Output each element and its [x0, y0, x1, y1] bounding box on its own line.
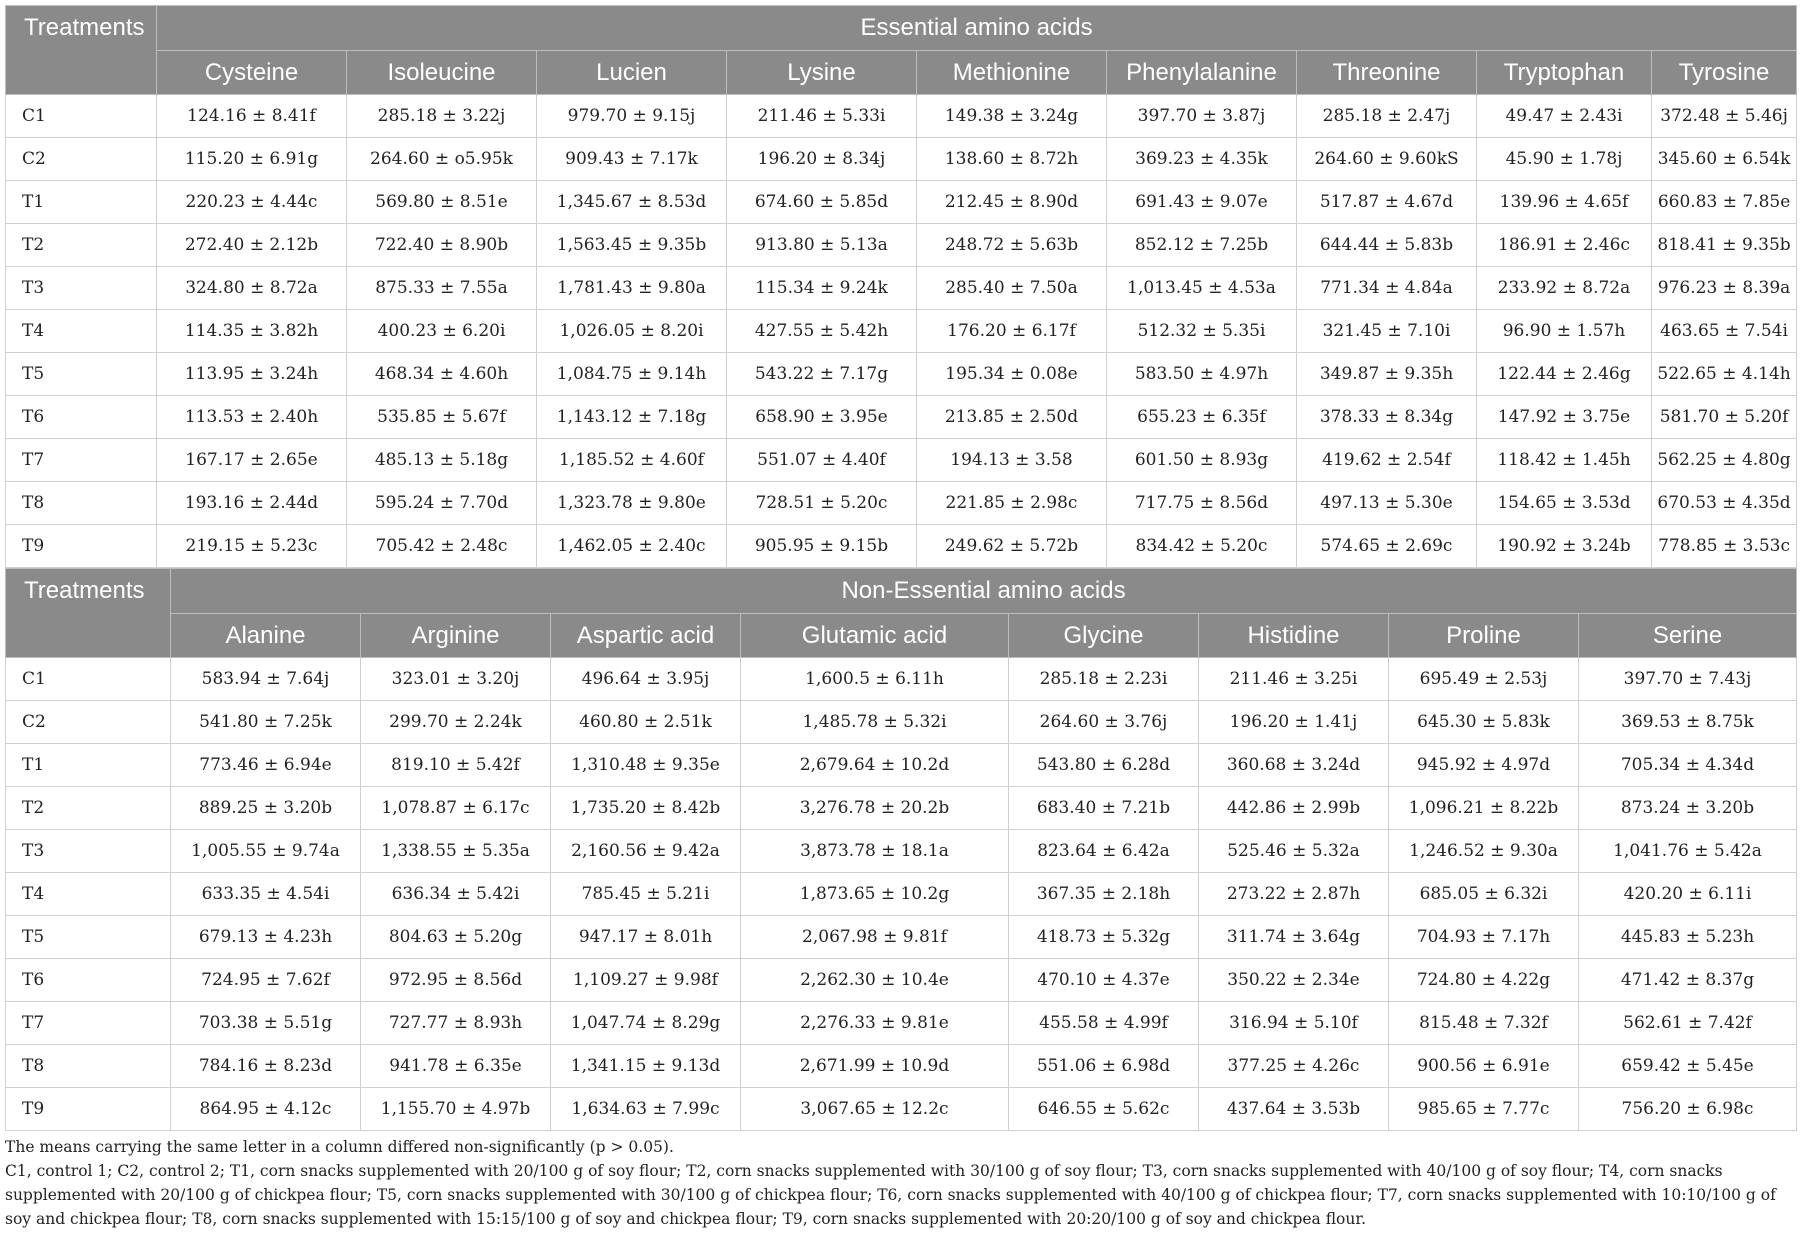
treatment-cell: T9	[6, 1088, 171, 1131]
value-cell: 1,005.55 ± 9.74a	[171, 830, 361, 873]
value-cell: 350.22 ± 2.34e	[1199, 959, 1389, 1002]
table-row	[6, 787, 1797, 830]
column-header: Tryptophan	[1477, 51, 1652, 95]
value-cell: 360.68 ± 3.24d	[1199, 744, 1389, 787]
value-cell: 595.24 ± 7.70d	[347, 482, 537, 525]
value-cell: 941.78 ± 6.35e	[361, 1045, 551, 1088]
table-row	[6, 658, 1797, 701]
value-cell: 581.70 ± 5.20f	[1652, 396, 1797, 439]
treatment-cell: T7	[6, 439, 157, 482]
value-cell: 1,563.45 ± 9.35b	[537, 224, 727, 267]
value-cell: 670.53 ± 4.35d	[1652, 482, 1797, 525]
table-footnotes	[5, 1135, 1796, 1231]
table-row	[6, 873, 1797, 916]
value-cell: 909.43 ± 7.17k	[537, 138, 727, 181]
value-cell: 3,276.78 ± 20.2b	[741, 787, 1009, 830]
significance-note: The means carrying the same letter in a column differed non-significantly (p > 0.05).	[5, 1138, 674, 1156]
value-cell: 369.23 ± 4.35k	[1107, 138, 1297, 181]
value-cell: 756.20 ± 6.98c	[1579, 1088, 1797, 1131]
value-cell: 2,671.99 ± 10.9d	[741, 1045, 1009, 1088]
table-row	[6, 1002, 1797, 1045]
value-cell: 233.92 ± 8.72a	[1477, 267, 1652, 310]
treatment-cell: T2	[6, 224, 157, 267]
value-cell: 703.38 ± 5.51g	[171, 1002, 361, 1045]
value-cell: 972.95 ± 8.56d	[361, 959, 551, 1002]
value-cell: 186.91 ± 2.46c	[1477, 224, 1652, 267]
value-cell: 497.13 ± 5.30e	[1297, 482, 1477, 525]
value-cell: 784.16 ± 8.23d	[171, 1045, 361, 1088]
value-cell: 470.10 ± 4.37e	[1009, 959, 1199, 1002]
value-cell: 695.49 ± 2.53j	[1389, 658, 1579, 701]
treatment-cell: T4	[6, 310, 157, 353]
value-cell: 517.87 ± 4.67d	[1297, 181, 1477, 224]
value-cell: 311.74 ± 3.64g	[1199, 916, 1389, 959]
value-cell: 852.12 ± 7.25b	[1107, 224, 1297, 267]
value-cell: 685.05 ± 6.32i	[1389, 873, 1579, 916]
value-cell: 369.53 ± 8.75k	[1579, 701, 1797, 744]
column-header: Glutamic acid	[741, 614, 1009, 658]
value-cell: 1,338.55 ± 5.35a	[361, 830, 551, 873]
value-cell: 773.46 ± 6.94e	[171, 744, 361, 787]
treatment-cell: T6	[6, 396, 157, 439]
table-row	[6, 525, 1797, 568]
value-cell: 985.65 ± 7.77c	[1389, 1088, 1579, 1131]
value-cell: 1,026.05 ± 8.20i	[537, 310, 727, 353]
value-cell: 345.60 ± 6.54k	[1652, 138, 1797, 181]
value-cell: 660.83 ± 7.85e	[1652, 181, 1797, 224]
value-cell: 1,096.21 ± 8.22b	[1389, 787, 1579, 830]
value-cell: 834.42 ± 5.20c	[1107, 525, 1297, 568]
value-cell: 213.85 ± 2.50d	[917, 396, 1107, 439]
value-cell: 285.18 ± 2.47j	[1297, 95, 1477, 138]
value-cell: 193.16 ± 2.44d	[157, 482, 347, 525]
value-cell: 913.80 ± 5.13a	[727, 224, 917, 267]
value-cell: 372.48 ± 5.46j	[1652, 95, 1797, 138]
value-cell: 460.80 ± 2.51k	[551, 701, 741, 744]
value-cell: 264.60 ± o5.95k	[347, 138, 537, 181]
value-cell: 543.80 ± 6.28d	[1009, 744, 1199, 787]
non-essential-group-header: Non-Essential amino acids	[171, 569, 1797, 614]
value-cell: 118.42 ± 1.45h	[1477, 439, 1652, 482]
table-row	[6, 916, 1797, 959]
value-cell: 535.85 ± 5.67f	[347, 396, 537, 439]
value-cell: 562.61 ± 7.42f	[1579, 1002, 1797, 1045]
column-header: Arginine	[361, 614, 551, 658]
column-header: Tyrosine	[1652, 51, 1797, 95]
treatment-cell: T6	[6, 959, 171, 1002]
value-cell: 551.06 ± 6.98d	[1009, 1045, 1199, 1088]
value-cell: 873.24 ± 3.20b	[1579, 787, 1797, 830]
treatment-cell: T5	[6, 916, 171, 959]
value-cell: 113.95 ± 3.24h	[157, 353, 347, 396]
value-cell: 1,323.78 ± 9.80e	[537, 482, 727, 525]
value-cell: 633.35 ± 4.54i	[171, 873, 361, 916]
value-cell: 724.95 ± 7.62f	[171, 959, 361, 1002]
value-cell: 2,679.64 ± 10.2d	[741, 744, 1009, 787]
treatment-cell: T1	[6, 744, 171, 787]
value-cell: 45.90 ± 1.78j	[1477, 138, 1652, 181]
value-cell: 1,634.63 ± 7.99c	[551, 1088, 741, 1131]
value-cell: 636.34 ± 5.42i	[361, 873, 551, 916]
value-cell: 219.15 ± 5.23c	[157, 525, 347, 568]
value-cell: 437.64 ± 3.53b	[1199, 1088, 1389, 1131]
value-cell: 875.33 ± 7.55a	[347, 267, 537, 310]
value-cell: 378.33 ± 8.34g	[1297, 396, 1477, 439]
value-cell: 1,345.67 ± 8.53d	[537, 181, 727, 224]
value-cell: 1,341.15 ± 9.13d	[551, 1045, 741, 1088]
value-cell: 512.32 ± 5.35i	[1107, 310, 1297, 353]
essential-group-header: Essential amino acids	[157, 6, 1797, 51]
value-cell: 976.23 ± 8.39a	[1652, 267, 1797, 310]
value-cell: 397.70 ± 3.87j	[1107, 95, 1297, 138]
value-cell: 195.34 ± 0.08e	[917, 353, 1107, 396]
value-cell: 562.25 ± 4.80g	[1652, 439, 1797, 482]
table-row	[6, 701, 1797, 744]
non-essential-amino-acids-table	[5, 568, 1797, 1131]
value-cell: 194.13 ± 3.58	[917, 439, 1107, 482]
value-cell: 1,013.45 ± 4.53a	[1107, 267, 1297, 310]
treatment-cell: T8	[6, 482, 157, 525]
table-row	[6, 482, 1797, 525]
value-cell: 1,041.76 ± 5.42a	[1579, 830, 1797, 873]
abbreviation-legend: C1, control 1; C2, control 2; T1, corn snacks supplemented with 20/100 g of soy flour; T2, corn snacks supplemented with 30/100 g of soy flour; T3, corn snacks supplemented with 40/100 g of soy flour; T4, corn snacks supplemented with 20/100 g of chickpea flour; T5, corn snacks supplemented with 30/100 g of chickpea flour; T6, corn snacks supplemented with 40/100 g of chickpea flour; T7, corn snacks supplemented with 10:10/100 g of soy and chickpea flour; T8, corn snacks supplemented with 15:15/100 g of soy and chickpea flour; T9, corn snacks supplemented with 20:20/100 g of soy and chickpea flour.	[5, 1162, 1776, 1228]
value-cell: 601.50 ± 8.93g	[1107, 439, 1297, 482]
table-row	[6, 267, 1797, 310]
value-cell: 2,262.30 ± 10.4e	[741, 959, 1009, 1002]
value-cell: 2,067.98 ± 9.81f	[741, 916, 1009, 959]
value-cell: 285.18 ± 3.22j	[347, 95, 537, 138]
value-cell: 1,246.52 ± 9.30a	[1389, 830, 1579, 873]
column-header: Cysteine	[157, 51, 347, 95]
value-cell: 167.17 ± 2.65e	[157, 439, 347, 482]
value-cell: 785.45 ± 5.21i	[551, 873, 741, 916]
value-cell: 49.47 ± 2.43i	[1477, 95, 1652, 138]
value-cell: 190.92 ± 3.24b	[1477, 525, 1652, 568]
value-cell: 471.42 ± 8.37g	[1579, 959, 1797, 1002]
value-cell: 1,143.12 ± 7.18g	[537, 396, 727, 439]
treatment-cell: C1	[6, 95, 157, 138]
treatments-header: Treatments	[6, 6, 157, 95]
value-cell: 947.17 ± 8.01h	[551, 916, 741, 959]
value-cell: 819.10 ± 5.42f	[361, 744, 551, 787]
value-cell: 1,185.52 ± 4.60f	[537, 439, 727, 482]
value-cell: 285.40 ± 7.50a	[917, 267, 1107, 310]
value-cell: 2,276.33 ± 9.81e	[741, 1002, 1009, 1045]
value-cell: 367.35 ± 2.18h	[1009, 873, 1199, 916]
value-cell: 583.94 ± 7.64j	[171, 658, 361, 701]
value-cell: 323.01 ± 3.20j	[361, 658, 551, 701]
table-row	[6, 830, 1797, 873]
value-cell: 377.25 ± 4.26c	[1199, 1045, 1389, 1088]
value-cell: 220.23 ± 4.44c	[157, 181, 347, 224]
value-cell: 815.48 ± 7.32f	[1389, 1002, 1579, 1045]
value-cell: 583.50 ± 4.97h	[1107, 353, 1297, 396]
value-cell: 147.92 ± 3.75e	[1477, 396, 1652, 439]
value-cell: 285.18 ± 2.23i	[1009, 658, 1199, 701]
value-cell: 264.60 ± 9.60kS	[1297, 138, 1477, 181]
value-cell: 979.70 ± 9.15j	[537, 95, 727, 138]
value-cell: 889.25 ± 3.20b	[171, 787, 361, 830]
value-cell: 273.22 ± 2.87h	[1199, 873, 1389, 916]
value-cell: 115.20 ± 6.91g	[157, 138, 347, 181]
value-cell: 717.75 ± 8.56d	[1107, 482, 1297, 525]
value-cell: 3,873.78 ± 18.1a	[741, 830, 1009, 873]
value-cell: 442.86 ± 2.99b	[1199, 787, 1389, 830]
value-cell: 196.20 ± 8.34j	[727, 138, 917, 181]
value-cell: 905.95 ± 9.15b	[727, 525, 917, 568]
value-cell: 211.46 ± 3.25i	[1199, 658, 1389, 701]
treatment-cell: C1	[6, 658, 171, 701]
table-row	[6, 181, 1797, 224]
value-cell: 3,067.65 ± 12.2c	[741, 1088, 1009, 1131]
value-cell: 1,781.43 ± 9.80a	[537, 267, 727, 310]
column-header: Phenylalanine	[1107, 51, 1297, 95]
value-cell: 149.38 ± 3.24g	[917, 95, 1107, 138]
value-cell: 900.56 ± 6.91e	[1389, 1045, 1579, 1088]
value-cell: 139.96 ± 4.65f	[1477, 181, 1652, 224]
table-row	[6, 138, 1797, 181]
treatment-cell: C2	[6, 701, 171, 744]
treatments-header: Treatments	[6, 569, 171, 658]
value-cell: 427.55 ± 5.42h	[727, 310, 917, 353]
value-cell: 299.70 ± 2.24k	[361, 701, 551, 744]
column-header: Aspartic acid	[551, 614, 741, 658]
value-cell: 704.93 ± 7.17h	[1389, 916, 1579, 959]
value-cell: 771.34 ± 4.84a	[1297, 267, 1477, 310]
value-cell: 349.87 ± 9.35h	[1297, 353, 1477, 396]
value-cell: 655.23 ± 6.35f	[1107, 396, 1297, 439]
treatment-cell: T5	[6, 353, 157, 396]
table-row	[6, 95, 1797, 138]
table-row	[6, 744, 1797, 787]
value-cell: 321.45 ± 7.10i	[1297, 310, 1477, 353]
value-cell: 154.65 ± 3.53d	[1477, 482, 1652, 525]
value-cell: 778.85 ± 3.53c	[1652, 525, 1797, 568]
value-cell: 818.41 ± 9.35b	[1652, 224, 1797, 267]
value-cell: 705.34 ± 4.34d	[1579, 744, 1797, 787]
value-cell: 569.80 ± 8.51e	[347, 181, 537, 224]
column-header: Lysine	[727, 51, 917, 95]
value-cell: 248.72 ± 5.63b	[917, 224, 1107, 267]
table-row	[6, 1088, 1797, 1131]
table-row	[6, 1045, 1797, 1088]
value-cell: 264.60 ± 3.76j	[1009, 701, 1199, 744]
value-cell: 1,109.27 ± 9.98f	[551, 959, 741, 1002]
treatment-cell: C2	[6, 138, 157, 181]
table-row	[6, 353, 1797, 396]
value-cell: 196.20 ± 1.41j	[1199, 701, 1389, 744]
table-row	[6, 224, 1797, 267]
value-cell: 691.43 ± 9.07e	[1107, 181, 1297, 224]
value-cell: 804.63 ± 5.20g	[361, 916, 551, 959]
value-cell: 674.60 ± 5.85d	[727, 181, 917, 224]
treatment-cell: T8	[6, 1045, 171, 1088]
column-header: Glycine	[1009, 614, 1199, 658]
amino-acid-tables	[5, 5, 1796, 1231]
column-header: Histidine	[1199, 614, 1389, 658]
value-cell: 124.16 ± 8.41f	[157, 95, 347, 138]
treatment-cell: T7	[6, 1002, 171, 1045]
value-cell: 419.62 ± 2.54f	[1297, 439, 1477, 482]
value-cell: 445.83 ± 5.23h	[1579, 916, 1797, 959]
value-cell: 468.34 ± 4.60h	[347, 353, 537, 396]
value-cell: 864.95 ± 4.12c	[171, 1088, 361, 1131]
value-cell: 316.94 ± 5.10f	[1199, 1002, 1389, 1045]
value-cell: 114.35 ± 3.82h	[157, 310, 347, 353]
value-cell: 1,155.70 ± 4.97b	[361, 1088, 551, 1131]
treatment-cell: T4	[6, 873, 171, 916]
value-cell: 249.62 ± 5.72b	[917, 525, 1107, 568]
value-cell: 724.80 ± 4.22g	[1389, 959, 1579, 1002]
value-cell: 115.34 ± 9.24k	[727, 267, 917, 310]
value-cell: 1,047.74 ± 8.29g	[551, 1002, 741, 1045]
value-cell: 543.22 ± 7.17g	[727, 353, 917, 396]
value-cell: 551.07 ± 4.40f	[727, 439, 917, 482]
value-cell: 122.44 ± 2.46g	[1477, 353, 1652, 396]
column-header: Methionine	[917, 51, 1107, 95]
value-cell: 522.65 ± 4.14h	[1652, 353, 1797, 396]
column-header: Serine	[1579, 614, 1797, 658]
treatment-cell: T2	[6, 787, 171, 830]
treatment-cell: T1	[6, 181, 157, 224]
essential-amino-acids-table	[5, 5, 1797, 568]
value-cell: 463.65 ± 7.54i	[1652, 310, 1797, 353]
value-cell: 945.92 ± 4.97d	[1389, 744, 1579, 787]
value-cell: 722.40 ± 8.90b	[347, 224, 537, 267]
value-cell: 211.46 ± 5.33i	[727, 95, 917, 138]
table-row	[6, 959, 1797, 1002]
value-cell: 420.20 ± 6.11i	[1579, 873, 1797, 916]
value-cell: 1,310.48 ± 9.35e	[551, 744, 741, 787]
value-cell: 1,078.87 ± 6.17c	[361, 787, 551, 830]
treatment-cell: T9	[6, 525, 157, 568]
value-cell: 1,873.65 ± 10.2g	[741, 873, 1009, 916]
value-cell: 397.70 ± 7.43j	[1579, 658, 1797, 701]
value-cell: 525.46 ± 5.32a	[1199, 830, 1389, 873]
value-cell: 176.20 ± 6.17f	[917, 310, 1107, 353]
value-cell: 705.42 ± 2.48c	[347, 525, 537, 568]
treatment-cell: T3	[6, 830, 171, 873]
treatment-cell: T3	[6, 267, 157, 310]
value-cell: 400.23 ± 6.20i	[347, 310, 537, 353]
value-cell: 1,084.75 ± 9.14h	[537, 353, 727, 396]
column-header: Threonine	[1297, 51, 1477, 95]
value-cell: 212.45 ± 8.90d	[917, 181, 1107, 224]
column-header: Isoleucine	[347, 51, 537, 95]
value-cell: 541.80 ± 7.25k	[171, 701, 361, 744]
value-cell: 1,462.05 ± 2.40c	[537, 525, 727, 568]
value-cell: 645.30 ± 5.83k	[1389, 701, 1579, 744]
value-cell: 324.80 ± 8.72a	[157, 267, 347, 310]
value-cell: 418.73 ± 5.32g	[1009, 916, 1199, 959]
value-cell: 658.90 ± 3.95e	[727, 396, 917, 439]
table-row	[6, 310, 1797, 353]
value-cell: 679.13 ± 4.23h	[171, 916, 361, 959]
column-header: Alanine	[171, 614, 361, 658]
value-cell: 727.77 ± 8.93h	[361, 1002, 551, 1045]
value-cell: 113.53 ± 2.40h	[157, 396, 347, 439]
value-cell: 1,600.5 ± 6.11h	[741, 658, 1009, 701]
value-cell: 96.90 ± 1.57h	[1477, 310, 1652, 353]
value-cell: 1,485.78 ± 5.32i	[741, 701, 1009, 744]
value-cell: 644.44 ± 5.83b	[1297, 224, 1477, 267]
value-cell: 683.40 ± 7.21b	[1009, 787, 1199, 830]
value-cell: 272.40 ± 2.12b	[157, 224, 347, 267]
value-cell: 1,735.20 ± 8.42b	[551, 787, 741, 830]
value-cell: 455.58 ± 4.99f	[1009, 1002, 1199, 1045]
value-cell: 574.65 ± 2.69c	[1297, 525, 1477, 568]
value-cell: 485.13 ± 5.18g	[347, 439, 537, 482]
column-header: Proline	[1389, 614, 1579, 658]
table-row	[6, 396, 1797, 439]
value-cell: 823.64 ± 6.42a	[1009, 830, 1199, 873]
value-cell: 659.42 ± 5.45e	[1579, 1045, 1797, 1088]
value-cell: 138.60 ± 8.72h	[917, 138, 1107, 181]
value-cell: 221.85 ± 2.98c	[917, 482, 1107, 525]
column-header: Lucien	[537, 51, 727, 95]
table-row	[6, 439, 1797, 482]
value-cell: 646.55 ± 5.62c	[1009, 1088, 1199, 1131]
value-cell: 496.64 ± 3.95j	[551, 658, 741, 701]
value-cell: 2,160.56 ± 9.42a	[551, 830, 741, 873]
value-cell: 728.51 ± 5.20c	[727, 482, 917, 525]
